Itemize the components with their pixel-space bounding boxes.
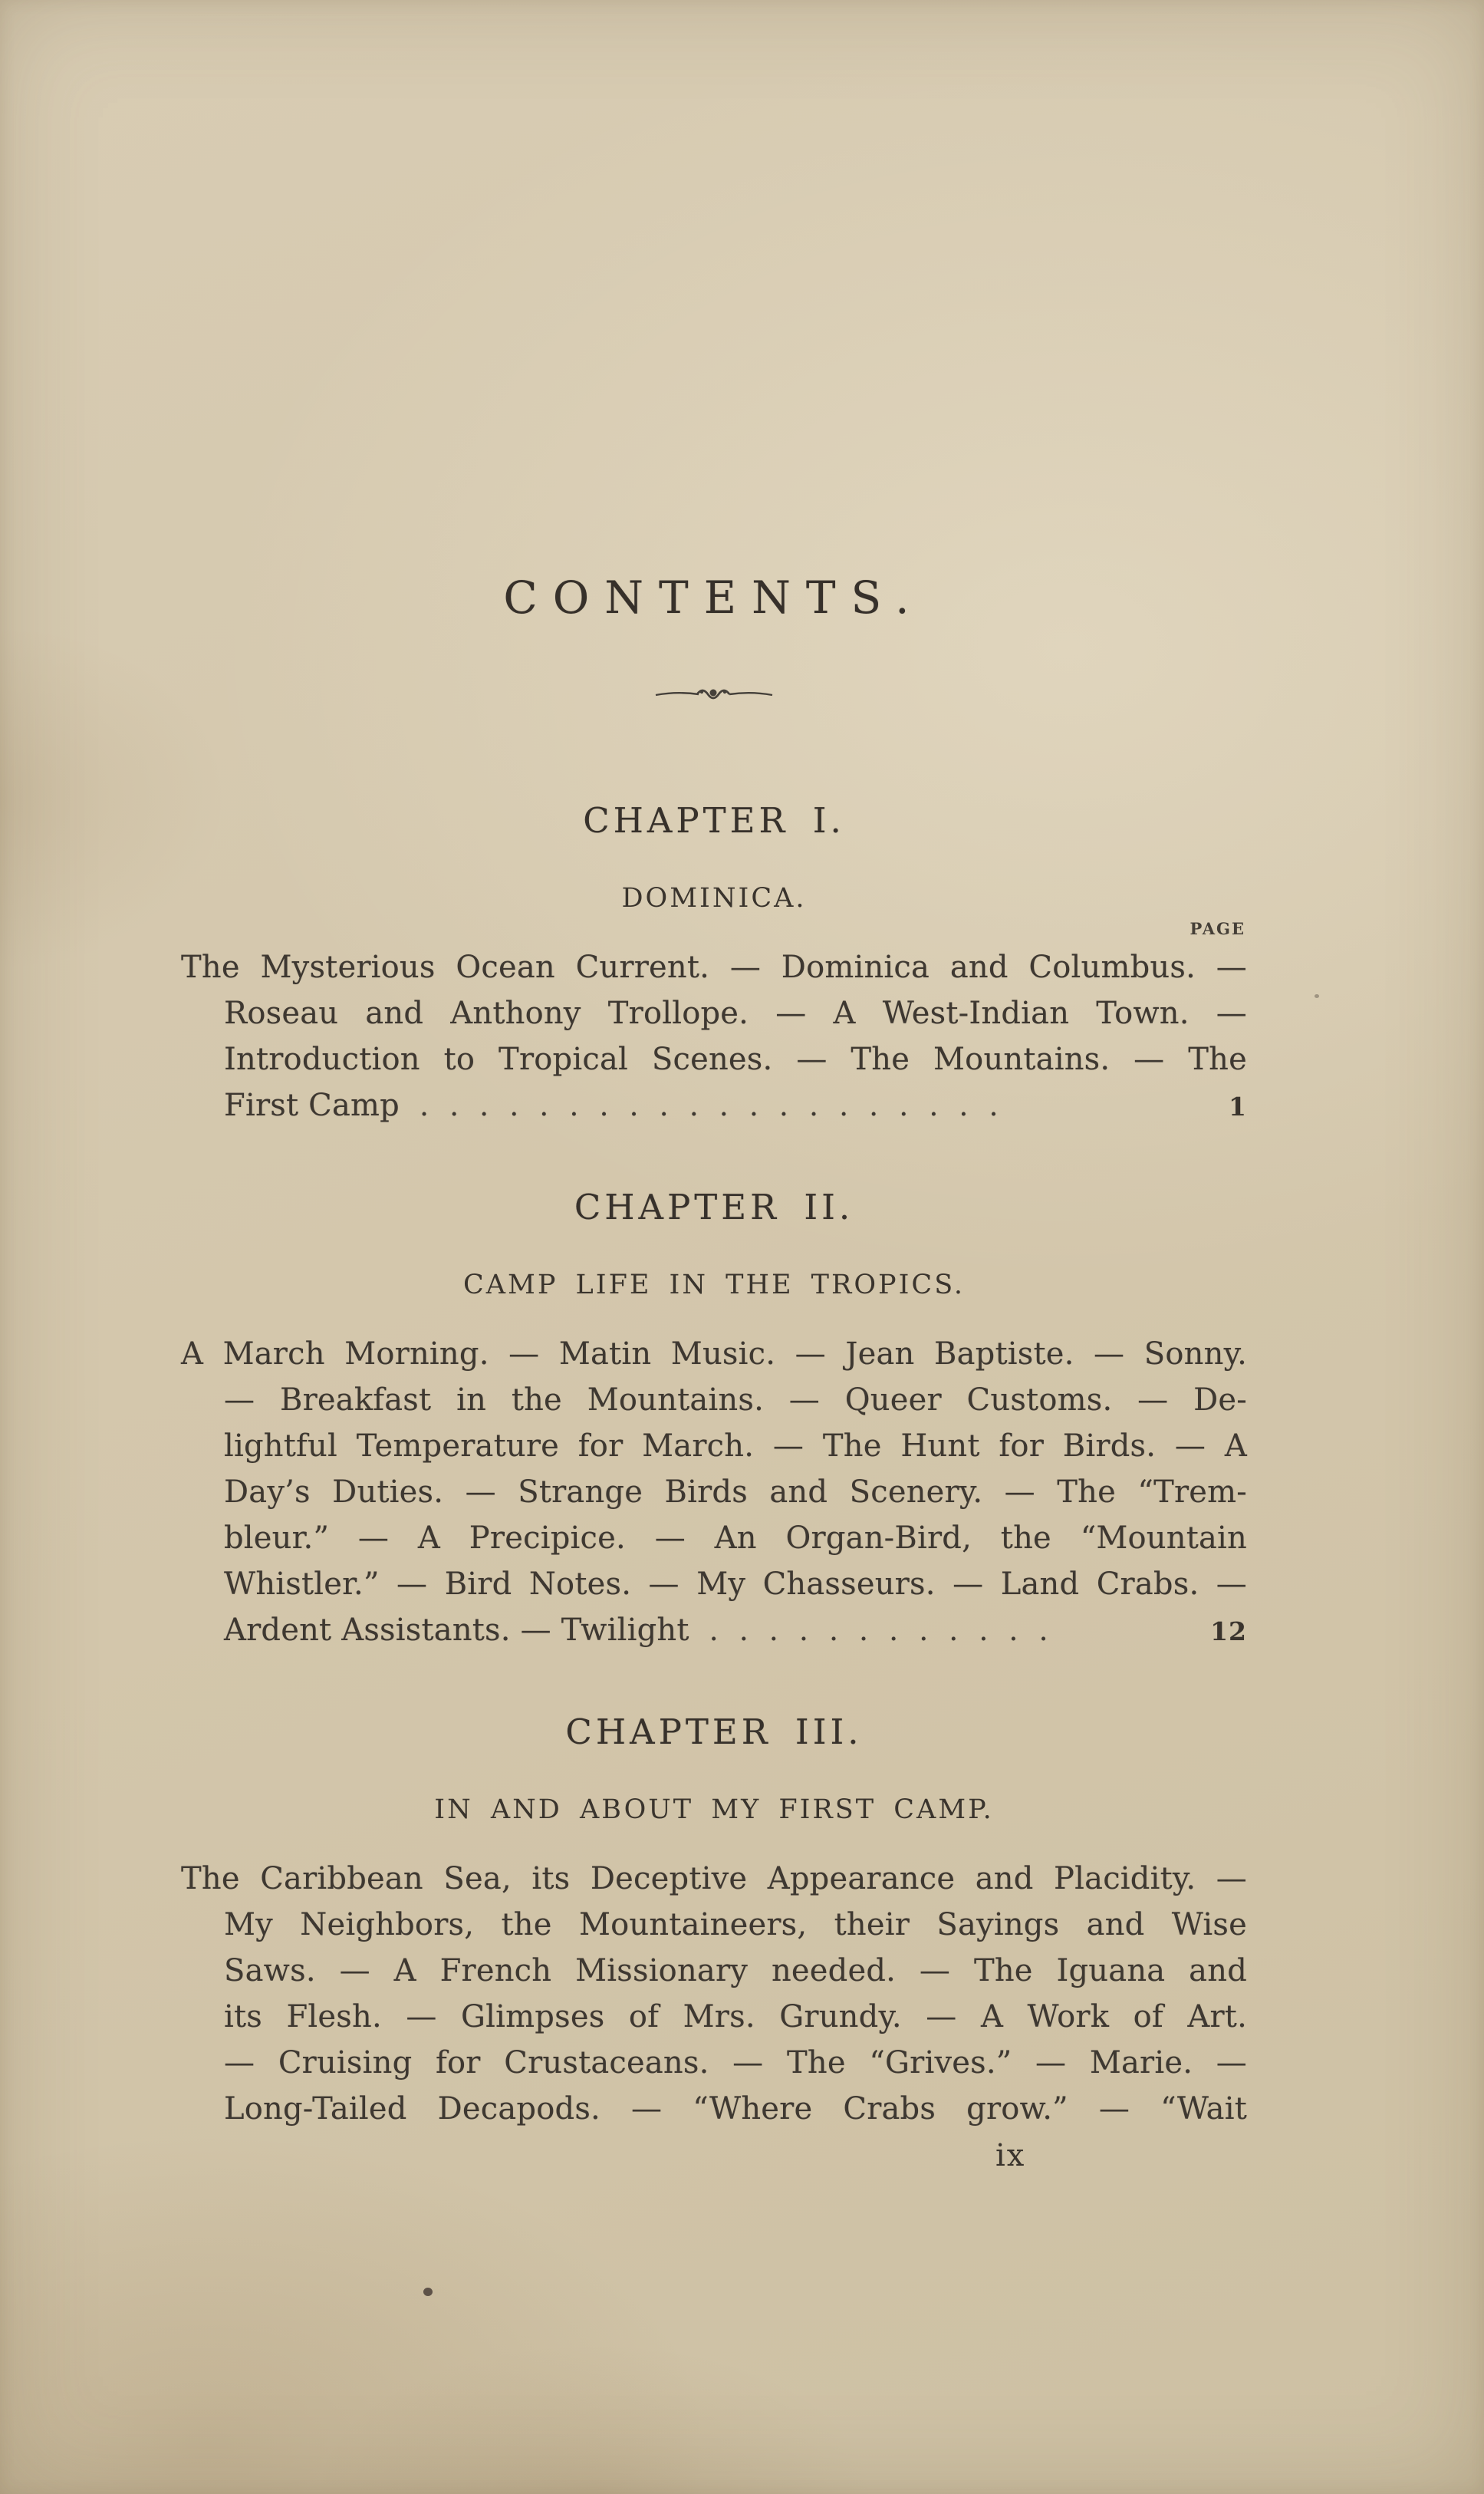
toc-chapter <box>181 1187 1247 1655</box>
toc-line-text: Long-Tailed Decapods. — “Where Crabs grow.” — “Wait <box>224 2091 1247 2127</box>
toc-line <box>181 1082 1247 1130</box>
toc-line-text: Saws. — A French Missionary needed. — The Iguana and <box>224 1953 1247 1988</box>
toc-line <box>181 1515 1247 1561</box>
chapter-heading: CHAPTER II. <box>574 1187 854 1227</box>
chapter-subheading: DOMINICA. <box>621 883 807 914</box>
chapters <box>181 800 1247 2132</box>
toc-line-text: The Caribbean Sea, its Deceptive Appearance and Placidity. — <box>181 1861 1247 1896</box>
toc-line-text: Whistler.” — Bird Notes. — My Chasseurs. — Land Crabs. — <box>224 1567 1247 1602</box>
toc-line-text: — Breakfast in the Mountains. — Queer Customs. — De- <box>224 1382 1247 1418</box>
toc-line-text: lightful Temperature for March. — The Hunt for Birds. — A <box>224 1428 1247 1464</box>
toc-line <box>181 944 1247 990</box>
toc-line <box>181 1607 1247 1655</box>
toc-line-text: Introduction to Tropical Scenes. — The Mountains. — The <box>224 1042 1247 1077</box>
chapter-heading: CHAPTER I. <box>583 800 845 841</box>
toc-line <box>181 1423 1247 1469</box>
toc-line <box>181 1036 1247 1082</box>
page-reference: 1 <box>1229 1092 1247 1122</box>
page-column-label: PAGE <box>1190 919 1245 938</box>
toc-line-text: First Camp <box>224 1088 400 1123</box>
toc-line <box>181 1469 1247 1515</box>
toc-line-text: A March Morning. — Matin Music. — Jean Baptiste. — Sonny. <box>181 1336 1247 1372</box>
ink-speck <box>423 2288 433 2296</box>
toc-chapter <box>181 800 1247 1130</box>
dot-leader: .................... <box>419 1089 1019 1122</box>
toc-line-text: My Neighbors, the Mountaineers, their Sayings and Wise <box>224 1907 1247 1942</box>
divider-ornament-icon <box>181 682 1247 710</box>
toc-line-text: its Flesh. — Glimpses of Mrs. Grundy. — A Work of Art. <box>224 1999 1247 2034</box>
chapter-heading: CHAPTER III. <box>565 1712 863 1752</box>
toc-chapter <box>181 1712 1247 2132</box>
toc-line <box>181 990 1247 1036</box>
page-reference: 12 <box>1210 1616 1247 1646</box>
chapter-body <box>181 944 1247 1130</box>
toc-line <box>181 2040 1247 2086</box>
toc-line <box>181 1331 1247 1377</box>
table-of-contents <box>181 0 1247 2173</box>
chapter-subheading: IN AND ABOUT MY FIRST CAMP. <box>434 1794 994 1825</box>
toc-line-text: Ardent Assistants. — Twilight <box>224 1613 689 1648</box>
chapter-body <box>181 1856 1247 2132</box>
toc-line <box>181 2086 1247 2132</box>
dot-leader: ............ <box>709 1613 1069 1647</box>
contents-title: CONTENTS. <box>503 572 925 624</box>
chapter-subheading: CAMP LIFE IN THE TROPICS. <box>462 1270 966 1300</box>
toc-line-text: — Cruising for Crustaceans. — The “Grives.” — Marie. — <box>224 2045 1247 2081</box>
page-number-folio: ix <box>995 2138 1026 2173</box>
toc-line <box>181 1902 1247 1948</box>
toc-line <box>181 1561 1247 1607</box>
toc-line <box>181 1994 1247 2040</box>
toc-line-text: Roseau and Anthony Trollope. — A West-Indian Town. — <box>224 996 1247 1031</box>
ink-speck <box>1315 994 1319 998</box>
toc-line <box>181 1377 1247 1423</box>
chapter-body <box>181 1331 1247 1655</box>
toc-line <box>181 1856 1247 1902</box>
toc-line <box>181 1948 1247 1994</box>
toc-line-text: Day’s Duties. — Strange Birds and Scenery. — The “Trem- <box>224 1474 1247 1510</box>
toc-line-text: The Mysterious Ocean Current. — Dominica and Columbus. — <box>181 950 1247 985</box>
toc-line-text: bleur.” — A Precipice. — An Organ-Bird, the “Mountain <box>224 1520 1247 1556</box>
